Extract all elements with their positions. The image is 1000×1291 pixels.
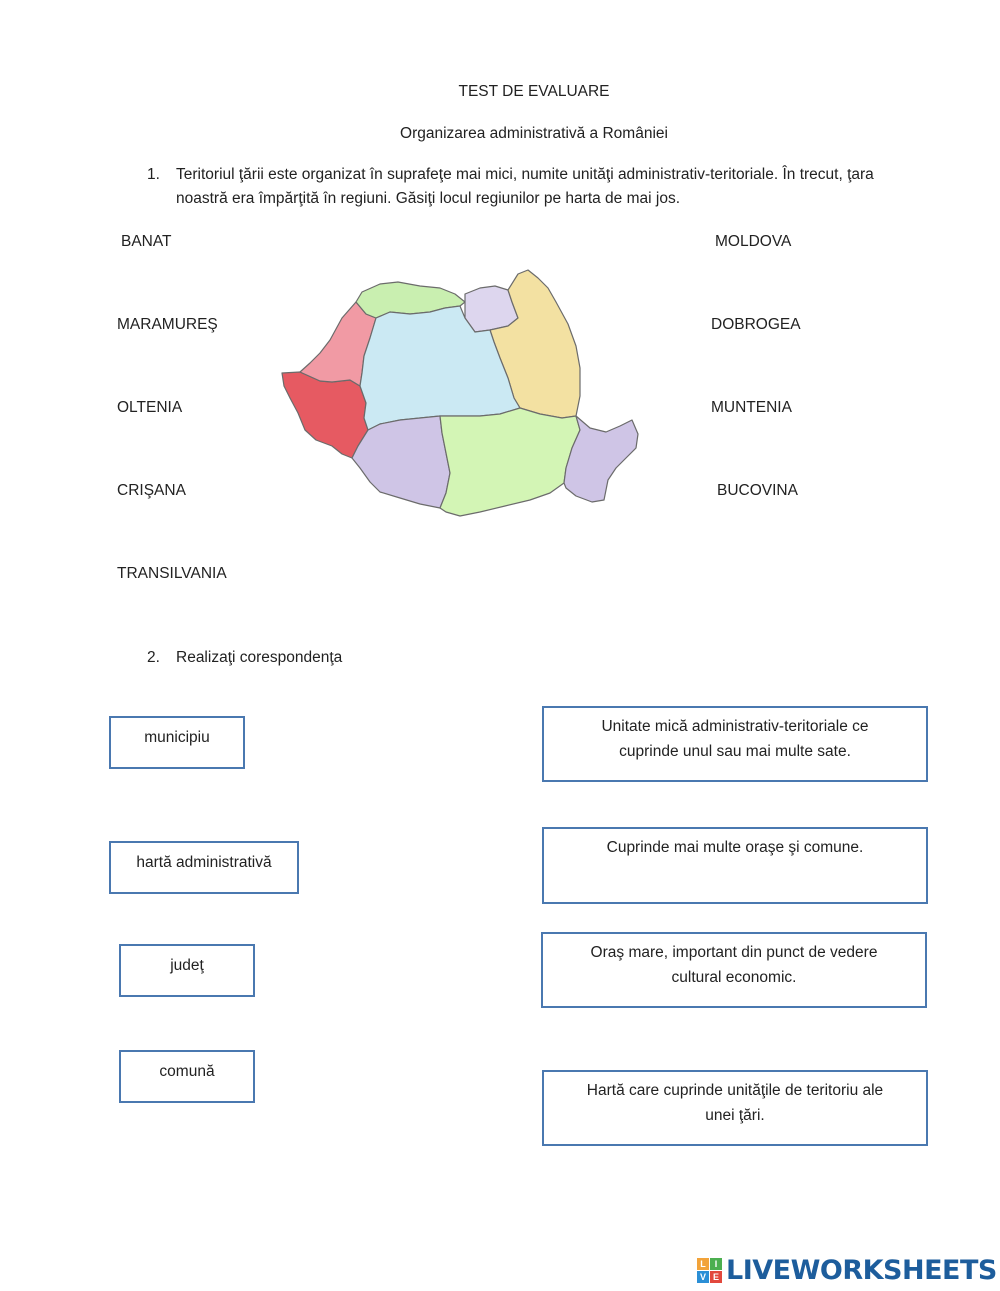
term-label: hartă administrativă bbox=[136, 854, 272, 871]
definition-box-4[interactable] bbox=[542, 1070, 928, 1146]
term-label: judeţ bbox=[170, 957, 204, 974]
definition-box-1[interactable] bbox=[542, 706, 928, 782]
romania-regions-map bbox=[280, 268, 642, 520]
question1-line1: Teritoriul ţării este organizat în suprafeţe mai mici, numite unităţi administrativ-teritoriale. În trecut, ţara bbox=[176, 166, 874, 183]
term-box-harta-administrativa[interactable] bbox=[109, 841, 299, 894]
region-label-transilvania[interactable]: TRANSILVANIA bbox=[117, 565, 227, 582]
definition-box-2[interactable] bbox=[542, 827, 928, 904]
term-box-comuna[interactable] bbox=[119, 1050, 255, 1103]
question2-number: 2. bbox=[147, 649, 160, 666]
region-label-oltenia[interactable]: OLTENIA bbox=[117, 399, 183, 416]
term-label: municipiu bbox=[144, 729, 210, 746]
question2-text: Realizaţi corespondenţa bbox=[176, 649, 343, 666]
logo-letter: I bbox=[710, 1258, 722, 1270]
definition-line: Hartă care cuprinde unităţile de teritoriu ale bbox=[586, 1082, 884, 1099]
page-subtitle: Organizarea administrativă a României bbox=[400, 125, 668, 142]
map-svg bbox=[280, 268, 642, 520]
question1-number: 1. bbox=[147, 166, 160, 183]
logo-text: LIVEWORKSHEETS bbox=[726, 1254, 997, 1286]
logo-letter: L bbox=[697, 1258, 709, 1270]
definition-line: cuprinde unul sau mai multe sate. bbox=[619, 743, 851, 760]
page-title: TEST DE EVALUARE bbox=[458, 83, 610, 100]
question1-text bbox=[176, 163, 874, 211]
region-label-bucovina[interactable]: BUCOVINA bbox=[717, 482, 798, 499]
logo-letter: V bbox=[697, 1271, 709, 1283]
map-region-banat[interactable] bbox=[282, 372, 368, 458]
definition-line: cultural economic. bbox=[671, 969, 797, 986]
region-label-muntenia[interactable]: MUNTENIA bbox=[711, 399, 792, 416]
region-label-moldova[interactable]: MOLDOVA bbox=[715, 233, 792, 250]
definition-line: Oraş mare, important din punct de vedere bbox=[590, 944, 878, 961]
liveworksheets-logo bbox=[697, 1253, 997, 1287]
region-label-dobrogea[interactable]: DOBROGEA bbox=[711, 316, 801, 333]
region-label-maramures[interactable]: MARAMUREŞ bbox=[117, 316, 218, 333]
question1-line2: noastră era împărţită în regiuni. Găsiţi locul regiunilor pe harta de mai jos. bbox=[176, 190, 680, 207]
logo-letter: E bbox=[710, 1271, 722, 1283]
term-box-judet[interactable] bbox=[119, 944, 255, 997]
map-region-muntenia[interactable] bbox=[440, 408, 580, 516]
region-label-crisana[interactable]: CRIŞANA bbox=[117, 482, 186, 499]
term-box-municipiu[interactable] bbox=[109, 716, 245, 769]
region-label-banat[interactable]: BANAT bbox=[121, 233, 172, 250]
definition-line: Unitate mică administrativ-teritoriale ce bbox=[601, 718, 869, 735]
term-label: comună bbox=[159, 1063, 215, 1080]
definition-box-3[interactable] bbox=[541, 932, 927, 1008]
logo-mark-icon bbox=[697, 1258, 722, 1283]
definition-line: unei ţări. bbox=[705, 1107, 765, 1124]
definition-line: Cuprinde mai multe oraşe şi comune. bbox=[606, 839, 864, 856]
